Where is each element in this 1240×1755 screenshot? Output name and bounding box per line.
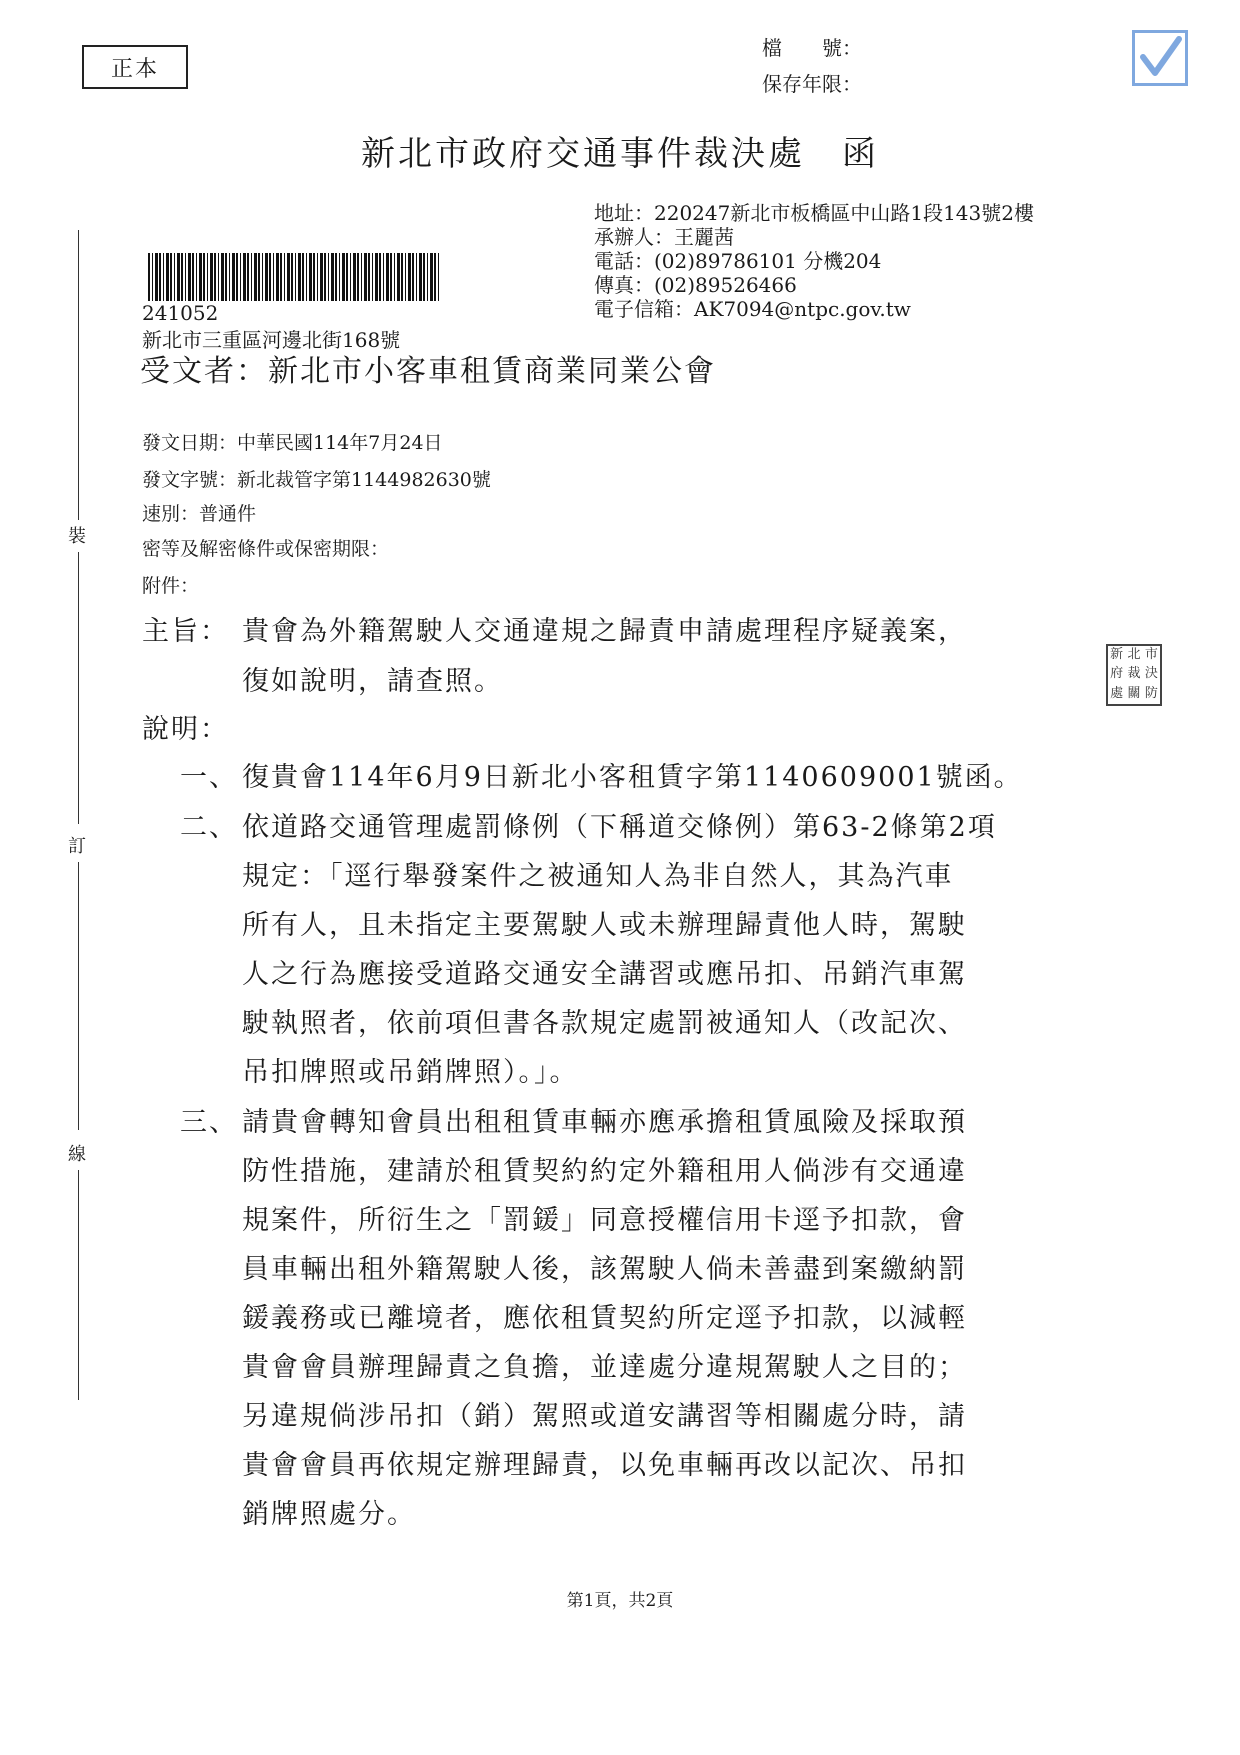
item-3-line: 防性措施，建請於租賃契約約定外籍租用人倘涉有交通違 <box>242 1156 967 1187</box>
subject-label: 主旨： <box>142 616 229 647</box>
issue-date: 發文日期：中華民國114年7月24日 <box>142 432 443 454</box>
document-title: 新北市政府交通事件裁決處 函 <box>361 134 879 174</box>
item-2-line: 依道路交通管理處罰條例（下稱道交條例）第63-2條第2項 <box>242 812 997 843</box>
page-number: 第1頁，共2頁 <box>566 1591 674 1611</box>
binding-mark-line: 線 <box>68 1144 86 1165</box>
item-2-line: 吊扣牌照或吊銷牌照）。」。 <box>242 1057 579 1088</box>
sender-handler: 承辦人：王麗茜 <box>594 225 734 249</box>
explanation-label: 說明： <box>142 714 229 745</box>
binding-mark-staple: 訂 <box>68 836 86 857</box>
file-number-label: 檔 號： <box>762 36 862 60</box>
recipient-address: 新北市三重區河邊北街168號 <box>142 328 401 352</box>
binding-line-lower <box>78 862 79 1130</box>
item-1-marker: 一、 <box>180 762 238 793</box>
item-3-line: 請貴會轉知會員出租租賃車輛亦應承擔租賃風險及採取預 <box>242 1107 967 1138</box>
item-3-line: 鍰義務或已離境者，應依租賃契約所定逕予扣款，以減輕 <box>242 1303 967 1334</box>
item-2-line: 規定：「逕行舉發案件之被通知人為非自然人，其為汽車 <box>242 861 954 892</box>
subject-line-1: 貴會為外籍駕駛人交通違規之歸責申請處理程序疑義案， <box>242 616 967 647</box>
official-seal: 新 北 市 府 裁 決 處 關 防 <box>1106 644 1162 706</box>
item-2-marker: 二、 <box>180 812 238 843</box>
binding-line-top <box>78 230 79 520</box>
subject-line-2: 復如說明，請查照。 <box>242 666 503 697</box>
item-3-line: 規案件，所衍生之「罰鍰」同意授權信用卡逕予扣款，會 <box>242 1205 967 1236</box>
check-stamp-icon <box>1132 30 1188 86</box>
binding-line-middle <box>78 552 79 824</box>
item-2-line: 所有人，且未指定主要駕駛人或未辦理歸責他人時，駕駛 <box>242 910 967 941</box>
postal-barcode <box>148 253 440 301</box>
item-3-line: 員車輛出租外籍駕駛人後，該駕駛人倘未善盡到案繳納罰 <box>242 1254 967 1285</box>
item-2-line: 人之行為應接受道路交通安全講習或應吊扣、吊銷汽車駕 <box>242 959 967 990</box>
sender-email: 電子信箱：AK7094@ntpc.gov.tw <box>594 297 911 321</box>
recipient: 受文者：新北市小客車租賃商業同業公會 <box>140 354 716 389</box>
item-3-line: 貴會會員辦理歸責之負擔，並達處分違規駕駛人之目的； <box>242 1352 967 1383</box>
item-3-line: 銷牌照處分。 <box>242 1499 416 1530</box>
item-3-line: 貴會會員再依規定辦理歸責，以免車輛再改以記次、吊扣 <box>242 1450 967 1481</box>
item-3-line: 另違規倘涉吊扣（銷）駕照或道安講習等相關處分時，請 <box>242 1401 967 1432</box>
sender-address: 地址：220247新北市板橋區中山路1段143號2樓 <box>594 201 1034 225</box>
item-1-line: 復貴會114年6月9日新北小客租賃字第1140609001號函。 <box>242 762 1023 793</box>
copy-label: 正本 <box>82 45 188 89</box>
attachment: 附件： <box>142 575 200 597</box>
binding-line-bottom <box>78 1170 79 1400</box>
delivery-speed: 速別：普通件 <box>142 503 257 525</box>
item-2-line: 駛執照者，依前項但書各款規定處罰被通知人（改記次、 <box>242 1008 967 1039</box>
secrecy-level: 密等及解密條件或保密期限： <box>142 538 390 560</box>
sender-fax: 傳真：(02)89526466 <box>594 273 797 297</box>
retention-period-label: 保存年限： <box>762 72 862 96</box>
sender-phone: 電話：(02)89786101 分機204 <box>594 249 882 273</box>
postal-code: 241052 <box>142 301 219 325</box>
sender-info <box>594 201 1034 321</box>
item-3-marker: 三、 <box>180 1107 238 1138</box>
document-number: 發文字號：新北裁管字第1144982630號 <box>142 469 491 491</box>
binding-mark-bind: 裝 <box>68 526 86 547</box>
